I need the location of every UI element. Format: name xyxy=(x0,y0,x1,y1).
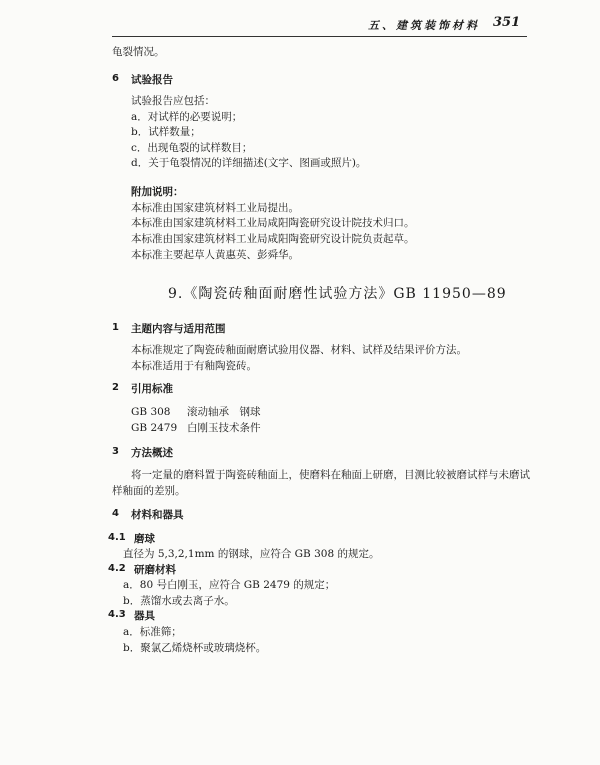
list-item: a．80 号白刚玉，应符合 GB 2479 的规定； xyxy=(123,579,336,591)
subsection-heading: 器具 xyxy=(134,610,155,622)
section-number: 2 xyxy=(112,382,119,393)
list-item: b．试样数量； xyxy=(131,126,201,138)
list-item: a．对试样的必要说明； xyxy=(131,111,243,123)
list-item: d．关于龟裂情况的详细描述(文字、图画或照片)。 xyxy=(131,157,367,169)
section-number: 3 xyxy=(112,446,119,457)
body-line: 本标准规定了陶瓷砖釉面耐磨试验用仪器、材料、试样及结果评价方法。 xyxy=(131,344,467,356)
body-line: 直径为 5,3,2,1mm 的钢球，应符合 GB 308 的规定。 xyxy=(123,548,380,560)
appendix-line: 本标准主要起草人黄惠英、彭舜华。 xyxy=(131,249,299,261)
appendix-line: 本标准由国家建筑材料工业局咸阳陶瓷研究设计院技术归口。 xyxy=(131,217,415,229)
ref-title: 滚动轴承 钢球 xyxy=(187,406,261,418)
section-number: 1 xyxy=(112,322,119,333)
standard-title: 9.《陶瓷砖釉面耐磨性试验方法》GB 11950—89 xyxy=(168,286,507,302)
subsection-heading: 研磨材料 xyxy=(134,564,176,576)
ref-code: GB 308 xyxy=(131,406,171,418)
body-line: 本标准适用于有釉陶瓷砖。 xyxy=(131,360,257,372)
subsection-number: 4.2 xyxy=(108,563,126,574)
body-line: 将一定量的磨料置于陶瓷砖釉面上，使磨料在釉面上研磨，目测比较被磨试样与未磨试 xyxy=(131,469,530,481)
appendix-line: 本标准由国家建筑材料工业局提出。 xyxy=(131,202,299,214)
appendix-line: 本标准由国家建筑材料工业局咸阳陶瓷研究设计院负责起草。 xyxy=(131,233,415,245)
section-heading: 试验报告 xyxy=(131,74,173,86)
list-item: c．出现龟裂的试样数目； xyxy=(131,142,253,154)
list-item: b．蒸馏水或去离子水。 xyxy=(123,595,235,607)
section-heading: 方法概述 xyxy=(131,447,173,459)
subsection-heading: 磨球 xyxy=(134,533,155,545)
list-item: a．标准筛； xyxy=(123,626,182,638)
body-line: 样釉面的差别。 xyxy=(112,485,186,497)
ref-title: 白刚玉技术条件 xyxy=(187,422,261,434)
subsection-number: 4.3 xyxy=(108,609,126,620)
section-number: 4 xyxy=(112,508,119,519)
running-header-chapter: 五、建筑装饰材料 xyxy=(368,19,480,32)
section-heading: 引用标准 xyxy=(131,383,173,395)
header-rule xyxy=(112,36,527,37)
section-heading: 材料和器具 xyxy=(131,509,184,521)
report-intro: 试验报告应包括： xyxy=(131,95,215,107)
page-number: 351 xyxy=(493,15,521,30)
section-number: 6 xyxy=(112,73,119,84)
subsection-number: 4.1 xyxy=(108,532,126,543)
section-heading: 主题内容与适用范围 xyxy=(131,323,226,335)
ref-code: GB 2479 xyxy=(131,422,178,434)
continued-text: 龟裂情况。 xyxy=(112,46,165,58)
list-item: b．聚氯乙烯烧杯或玻璃烧杯。 xyxy=(123,642,267,654)
appendix-heading: 附加说明： xyxy=(131,186,184,198)
